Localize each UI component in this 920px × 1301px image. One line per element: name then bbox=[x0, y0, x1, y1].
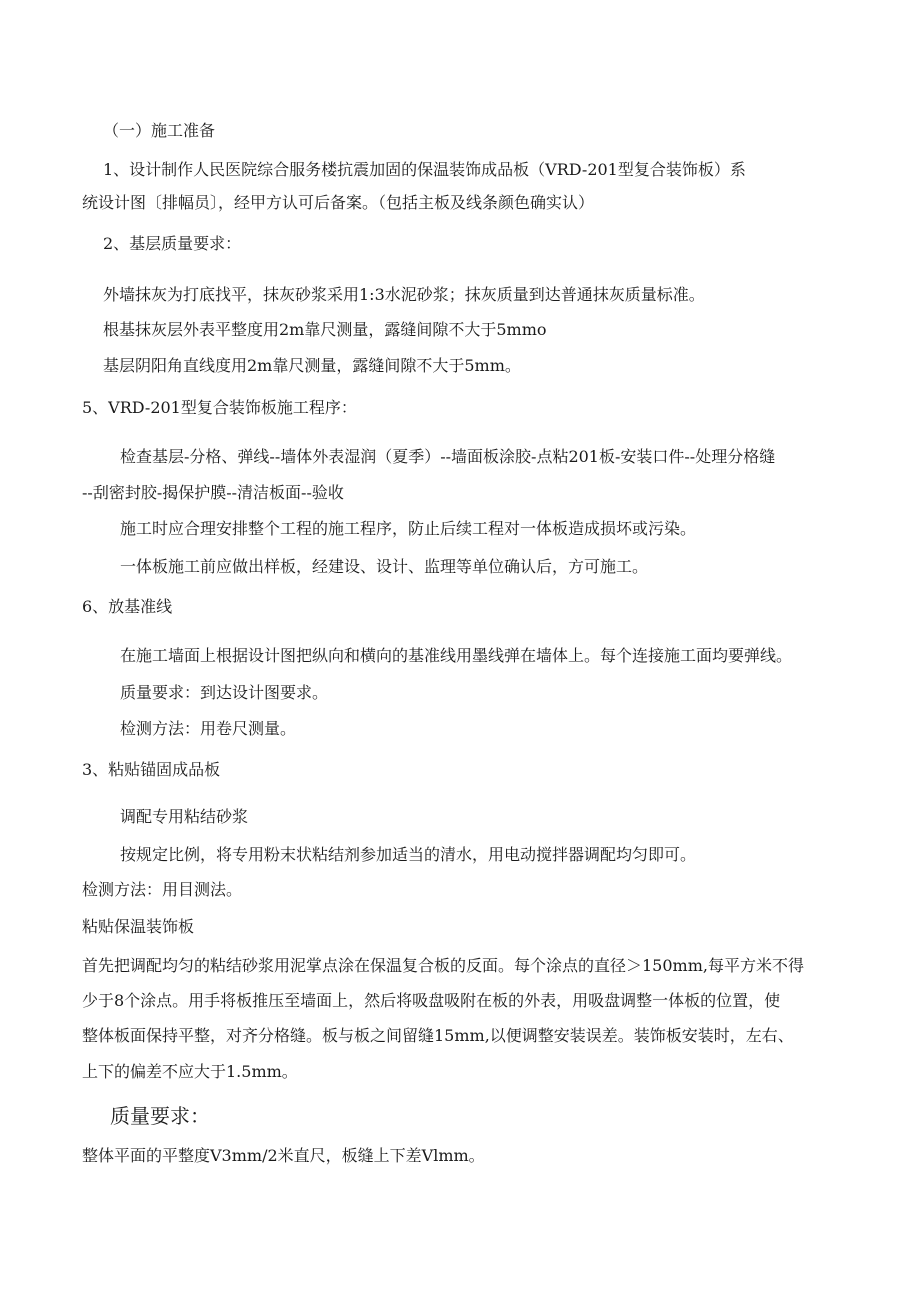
item5-paragraph-1-line1: 检查基层-分格、弹线--墙体外表湿润（夏季）--墙面板涂胶-点粘201板-安装口件--处理分格缝 bbox=[120, 447, 776, 466]
item3-subheading-2: 粘贴保温装饰板 bbox=[82, 917, 195, 936]
item3-paragraph-3-line2: 少于8个涂点。用手将板推压至墙面上，然后将吸盘吸附在板的外表，用吸盘调整一体板的位置，使 bbox=[82, 991, 781, 1010]
item1-line2: 统设计图〔排幅员〕，经甲方认可后备案。（包括主板及线条颜色确实认） bbox=[82, 193, 595, 212]
item3-subheading-1: 调配专用粘结砂浆 bbox=[120, 807, 249, 826]
item5-paragraph-2: 施工时应合理安排整个工程的施工程序，防止后续工程对一体板造成损坏或污染。 bbox=[120, 519, 697, 538]
item3-paragraph-1: 按规定比例，将专用粉末状粘结剂参加适当的清水，用电动搅拌器调配均匀即可。 bbox=[120, 845, 697, 864]
item6-paragraph-3: 检测方法：用卷尺测量。 bbox=[120, 719, 297, 738]
item5-heading: 5、VRD-201型复合装饰板施工程序： bbox=[82, 398, 357, 417]
item6-paragraph-2: 质量要求：到达设计图要求。 bbox=[120, 683, 329, 702]
item5-paragraph-1-line2: --刮密封胶-揭保护膜--清洁板面--验收 bbox=[82, 483, 344, 502]
item2-heading: 2、基层质量要求： bbox=[103, 234, 242, 253]
item6-paragraph-1: 在施工墙面上根据设计图把纵向和横向的基准线用墨线弹在墙体上。每个连接施工面均要弹线。 bbox=[120, 646, 793, 665]
item2-paragraph-2: 根基抹灰层外表平整度用2m靠尺测量，露缝间隙不大于5mmo bbox=[103, 320, 547, 339]
prep-heading: （一）施工准备 bbox=[103, 121, 216, 140]
item3-paragraph-3-line1: 首先把调配均匀的粘结砂浆用泥掌点涂在保温复合板的反面。每个涂点的直径＞150mm,每平方米不得 bbox=[82, 956, 804, 975]
item5-paragraph-3: 一体板施工前应做出样板，经建设、设计、监理等单位确认后，方可施工。 bbox=[120, 557, 649, 576]
item3-paragraph-3-line3: 整体板面保持平整，对齐分格缝。板与板之间留缝15mm,以便调整安装误差。装饰板安装时，左右、 bbox=[82, 1026, 794, 1045]
item2-paragraph-1: 外墙抹灰为打底找平，抹灰砂浆采用1:3水泥砂浆；抹灰质量到达普通抹灰质量标准。 bbox=[103, 285, 705, 304]
item2-paragraph-3: 基层阴阳角直线度用2m靠尺测量，露缝间隙不大于5mm。 bbox=[103, 356, 521, 375]
item1-line1: 1、设计制作人民医院综合服务楼抗震加固的保温装饰成品板（VRD-201型复合装饰板）系 bbox=[103, 160, 746, 179]
item3-heading: 3、粘贴锚固成品板 bbox=[82, 760, 221, 779]
item6-heading: 6、放基准线 bbox=[82, 597, 173, 616]
quality-heading: 质量要求： bbox=[110, 1104, 210, 1128]
item3-paragraph-2: 检测方法：用目测法。 bbox=[82, 880, 243, 899]
quality-paragraph-1: 整体平面的平整度V3mm/2米直尺，板缝上下差Vlmm。 bbox=[82, 1146, 485, 1165]
item3-paragraph-3-line4: 上下的偏差不应大于1.5mm。 bbox=[82, 1062, 298, 1081]
